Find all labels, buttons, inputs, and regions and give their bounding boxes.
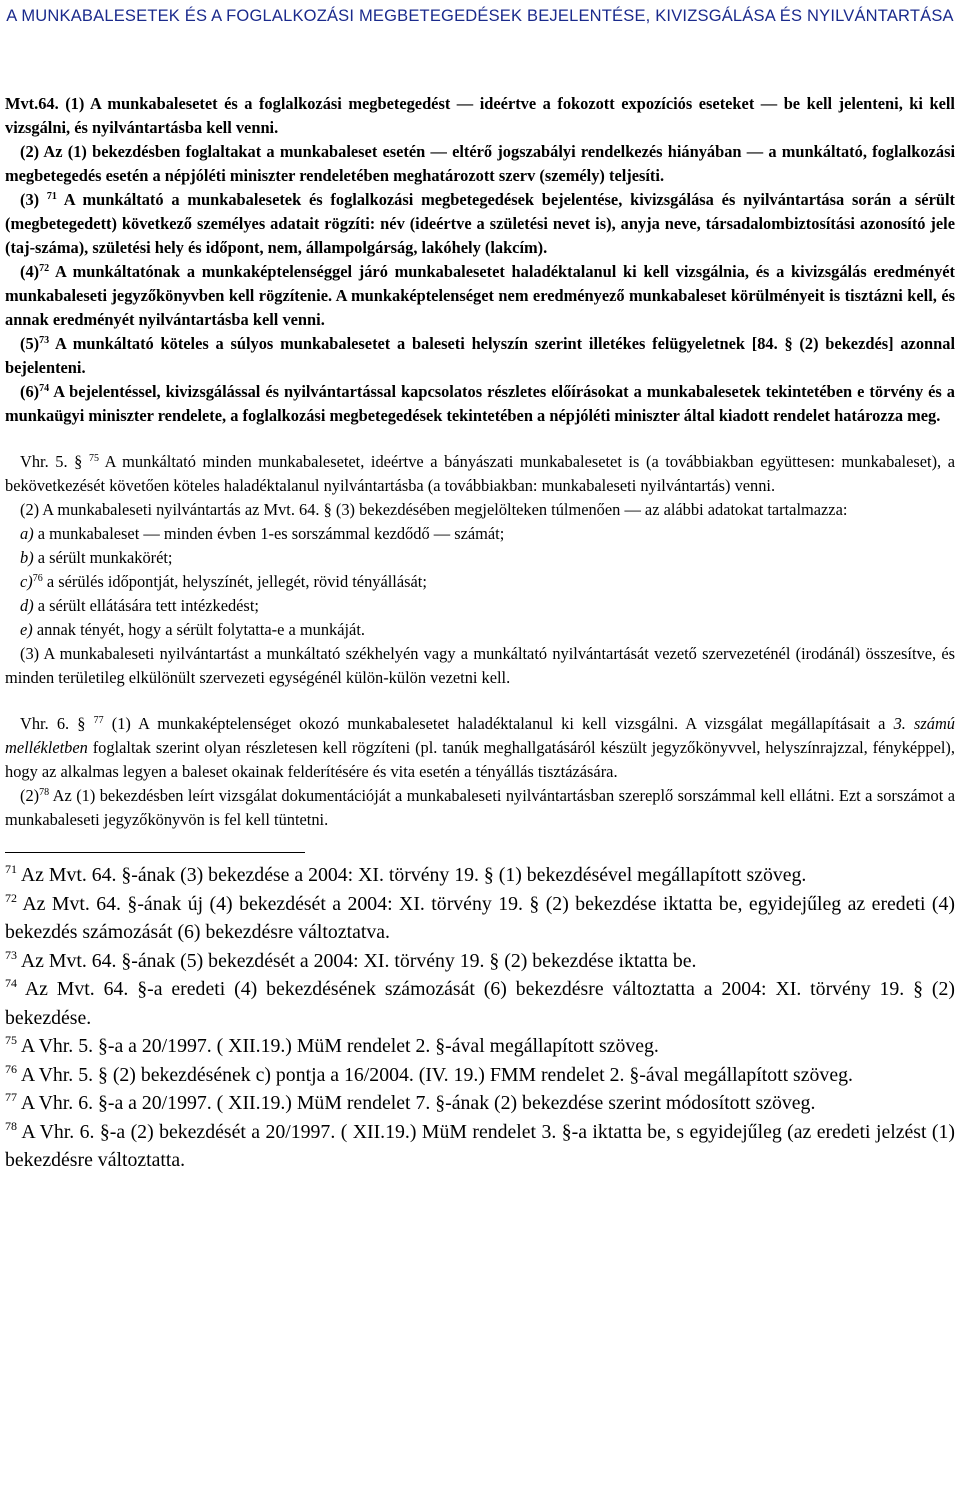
footnote	[5, 975, 955, 1032]
paragraph-text: A munkáltatónak a munkaképtelenséggel járó munkabalesetet haladéktalanul ki kell vizsgálnia, és a kivizsgálás eredményét munkabaleseti jegyzőkönyvben kell rögzítenie. A munkaképtelenséget nem eredményező munkabaleset körülményeit is tisztázni kell, és annak eredményét nyilvántartásba kell venni.	[5, 262, 955, 329]
mvt64-paragraph-1: Mvt.64. (1) A munkabalesetet és a foglalkozási megbetegedést — ideértve a fokozott expozíciós eseteket — be kell jelenteni, ki kell vizsgálni, és nyilvántartásba kell venni.	[5, 94, 955, 137]
footnote-number: 73	[5, 947, 17, 962]
vhr5-paragraph-3: (3) A munkabaleseti nyilvántartást a munkáltató székhelyén vagy a munkáltató nyilvántartását vezető szervezeténél (irodánál) összesítve, és minden területileg elkülönült szervezeti egységénél külön-külön vezetni kell.	[5, 644, 955, 687]
footnote-number: 77	[5, 1090, 17, 1104]
vhr6-paragraph-2	[5, 784, 955, 832]
list-item-e	[5, 618, 955, 642]
paragraph-number: Vhr. 5. §	[20, 452, 89, 471]
section-gap	[5, 690, 955, 712]
footnote	[5, 861, 955, 890]
item-text: annak tényét, hogy a sérült folytatta-e a munkáját.	[32, 620, 365, 639]
item-label: d)	[20, 596, 34, 615]
footnote	[5, 890, 955, 947]
paragraph-text: Az (1) bekezdésben leírt vizsgálat dokumentációját a munkabaleseti nyilvántartásban szereplő sorszámmal kell ellátni. Ezt a sorszámot a munkabaleseti jegyzőkönyvön is fel kell tüntetni.	[5, 786, 955, 829]
footnote-text: A Vhr. 5. §-a a 20/1997. ( XII.19.) MüM rendelet 2. §-ával megállapított szöveg.	[17, 1035, 659, 1057]
footnote-ref-78[interactable]: 78	[39, 787, 50, 798]
item-label: b)	[20, 548, 34, 567]
paragraph-number: (2)	[20, 786, 40, 805]
footnotes	[5, 861, 955, 1175]
footnote-ref-74[interactable]: 74	[39, 383, 50, 394]
vhr5-paragraph-1	[5, 450, 955, 498]
main-text	[5, 92, 955, 1175]
list-item-b	[5, 546, 955, 570]
item-text: a sérülés időpontját, helyszínét, jellegét, rövid tényállását;	[42, 572, 427, 591]
footnote-text: Az Mvt. 64. §-ának (5) bekezdését a 2004: XI. törvény 19. § (2) bekezdése iktatta be.	[17, 949, 697, 972]
footnote	[5, 1089, 955, 1118]
paragraph-number: (3)	[20, 190, 47, 209]
footnote	[5, 947, 955, 976]
paragraph-number: (4)	[20, 262, 40, 281]
paragraph-text: foglaltak szerint olyan részletesen kell rögzíteni (pl. tanúk meghallgatásáról készült jegyzőkönyvvel, helyszínrajzzal, fényképpel), hogy az alkalmas legyen a baleset okainak felderítésére és vita esetén a tényállás tisztázására.	[5, 738, 955, 781]
footnote-text: A Vhr. 6. §-a a 20/1997. ( XII.19.) MüM rendelet 7. §-ának (2) bekezdése szerint módosított szöveg.	[17, 1092, 816, 1114]
mvt64-paragraph-2: (2) Az (1) bekezdésben foglaltakat a munkabaleset esetén — eltérő jogszabályi rendelkezés hiányában — a munkáltató, foglalkozási megbetegedés esetén a népjóléti miniszter rendeletében meghatározott szerv (személy) teljesíti.	[5, 142, 955, 185]
footnote-ref-73[interactable]: 73	[39, 335, 50, 346]
footnote-separator	[5, 852, 305, 853]
paragraph-text: A bejelentéssel, kivizsgálással és nyilvántartással kapcsolatos részletes előírásokat a munkabalesetek tekintetében e törvény és a munkaügyi miniszter rendelete, a foglalkozási megbetegedések tekintetében a népjóléti miniszter által kiadott rendelet határozza meg.	[5, 382, 955, 425]
section-gap	[5, 428, 955, 450]
item-text: a sérült munkakörét;	[33, 548, 173, 567]
paragraph-number: (6)	[20, 382, 40, 401]
footnote-number: 72	[5, 890, 17, 905]
list-item-c	[5, 570, 955, 594]
footnote-number: 78	[5, 1118, 17, 1133]
paragraph-text: A munkáltató minden munkabalesetet, ideértve a bányászati munkabalesetet is (a továbbiakban együttesen: munkabaleset), a bekövetkezését követően köteles haladéktalanul nyilvántartásba (a továbbiakban: munkabaleseti nyilvántartás) venni.	[5, 452, 956, 495]
paragraph-text: A munkáltató köteles a súlyos munkabalesetet a baleseti helyszín szerint illetékes felügyeletnek [84. § (2) bekezdés] azonnal bejelenteni.	[5, 334, 955, 377]
footnote-text: Az Mvt. 64. §-ának (3) bekezdése a 2004: XI. törvény 19. § (1) bekezdésével megállapított szöveg.	[17, 864, 807, 886]
mvt64-paragraph-5	[5, 332, 955, 380]
footnote-text: Az Mvt. 64. §-ának új (4) bekezdését a 2004: XI. törvény 19. § (2) bekezdése iktatta be, egyidejűleg az eredeti (4) bekezdés számozását (6) bekezdésre változtatva.	[5, 892, 955, 943]
list-item-d	[5, 594, 955, 618]
item-label: c)	[20, 572, 33, 591]
footnote-text: Az Mvt. 64. §-a eredeti (4) bekezdésének számozását (6) bekezdésre változtatta a 2004: XI. törvény 19. § (2) bekezdése.	[5, 978, 955, 1029]
footnote-ref-72[interactable]: 72	[39, 263, 50, 274]
footnote	[5, 1061, 955, 1090]
footnote-number: 74	[5, 976, 17, 990]
paragraph-text: A munkáltató a munkabalesetek és foglalkozási megbetegedések bejelentése, kivizsgálása és nyilvántartása során a sérült (megbetegedett) következő személyes adatait rögzíti: név (ideértve a születési nevet is), anyja neve, társadalombiztosítási azonosító jele (taj-száma), születési hely és időpont, nem, állampolgárság, lakóhely (lakcím).	[5, 190, 955, 257]
running-header: A MUNKABALESETEK ÉS A FOGLALKOZÁSI MEGBETEGEDÉSEK BEJELENTÉSE, KIVIZSGÁLÁSA ÉS NYILVÁNTARTÁSA	[6, 7, 954, 25]
footnote-ref-76[interactable]: 76	[32, 573, 43, 584]
paragraph-number: (5)	[20, 334, 40, 353]
item-text: a munkabaleset — minden évben 1-es sorszámmal kezdődő — számát;	[33, 524, 505, 543]
vhr5-item-list	[5, 522, 955, 642]
item-label: a)	[20, 524, 34, 543]
list-item-a	[5, 522, 955, 546]
vhr5-paragraph-2: (2) A munkabaleseti nyilvántartás az Mvt. 64. § (3) bekezdésében megjelölteken túlmenően — az alábbi adatokat tartalmazza:	[20, 500, 848, 519]
footnote-ref-71[interactable]: 71	[46, 191, 57, 202]
mvt64-paragraph-6	[5, 380, 955, 428]
footnote	[5, 1118, 955, 1175]
vhr6-paragraph-1	[5, 712, 955, 784]
item-text: a sérült ellátására tett intézkedést;	[33, 596, 259, 615]
mvt64-paragraph-3	[5, 188, 955, 260]
footnote-number: 71	[5, 862, 17, 876]
footnote	[5, 1032, 955, 1061]
footnote-text: A Vhr. 5. § (2) bekezdésének c) pontja a 16/2004. (IV. 19.) FMM rendelet 2. §-ával megállapított szöveg.	[17, 1063, 853, 1086]
footnote-ref-77[interactable]: 77	[93, 715, 104, 726]
footnote-number: 76	[5, 1061, 17, 1076]
paragraph-text: (1) A munkaképtelenséget okozó munkabalesetet haladéktalanul ki kell vizsgálni. A vizsgálat megállapításait a	[103, 714, 894, 733]
item-label: e)	[20, 620, 33, 639]
annex-reference: 3. számú mellékletben	[5, 714, 955, 757]
footnote-ref-75[interactable]: 75	[88, 453, 99, 464]
footnote-text: A Vhr. 6. §-a (2) bekezdését a 20/1997. ( XII.19.) MüM rendelet 3. §-a iktatta be, s egyidejűleg (az eredeti jelzést (1) bekezdésre változtatta.	[5, 1120, 955, 1171]
paragraph-number: Vhr. 6. §	[20, 714, 94, 733]
mvt64-paragraph-4	[5, 260, 955, 332]
footnote-number: 75	[5, 1033, 17, 1047]
